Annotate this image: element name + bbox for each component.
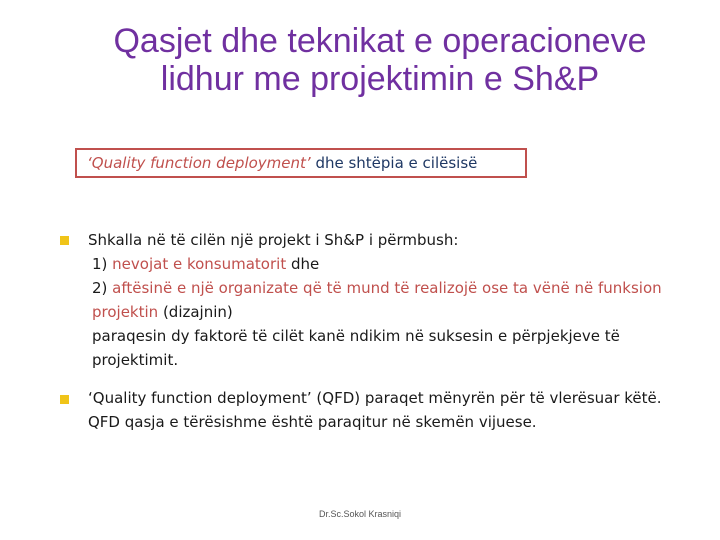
item-1-rest: dhe (286, 255, 320, 273)
item-2-number: 2) (92, 279, 113, 297)
footer-author: Dr.Sc.Sokol Krasniqi (318, 509, 402, 519)
title-line-2: lidhur me projektimin e Sh&P (160, 60, 600, 98)
bullet-2-text: ‘Quality function deployment’ (QFD) paraqet mënyrën për të vlerësuar këtë. QFD qasja e tërësishme është paraqitur në skemën vijuese. (88, 389, 662, 431)
bullet-1-text (88, 228, 688, 372)
item-1-highlight: nevojat e konsumatorit (112, 255, 287, 273)
bullet-1-item-2 (92, 276, 688, 324)
bullet-square-icon (60, 236, 69, 245)
item-1-number: 1) (92, 255, 113, 273)
slide-title (40, 22, 720, 98)
item-2-rest: (dizajnin) (158, 303, 233, 321)
title-line-1: Qasjet dhe teknikat e operacioneve (113, 22, 647, 60)
bullet-1-lead: Shkalla në të cilën një projekt i Sh&P i përmbush: (88, 231, 459, 249)
subtitle-quoted: ‘Quality function deployment’ (87, 154, 311, 172)
bullet-1-tail: paraqesin dy faktorë të cilët kanë ndikim në suksesin e përpjekjeve të projektimit. (92, 327, 620, 369)
item-2-highlight: aftësinë e një organizate që të mund të realizojë ose ta vënë në funksion projektin (92, 279, 662, 321)
bullet-1-item-1 (92, 252, 688, 276)
bullet-square-icon (60, 395, 69, 404)
subtitle-box (75, 148, 527, 178)
subtitle-rest: dhe shtëpia e cilësisë (310, 154, 478, 172)
